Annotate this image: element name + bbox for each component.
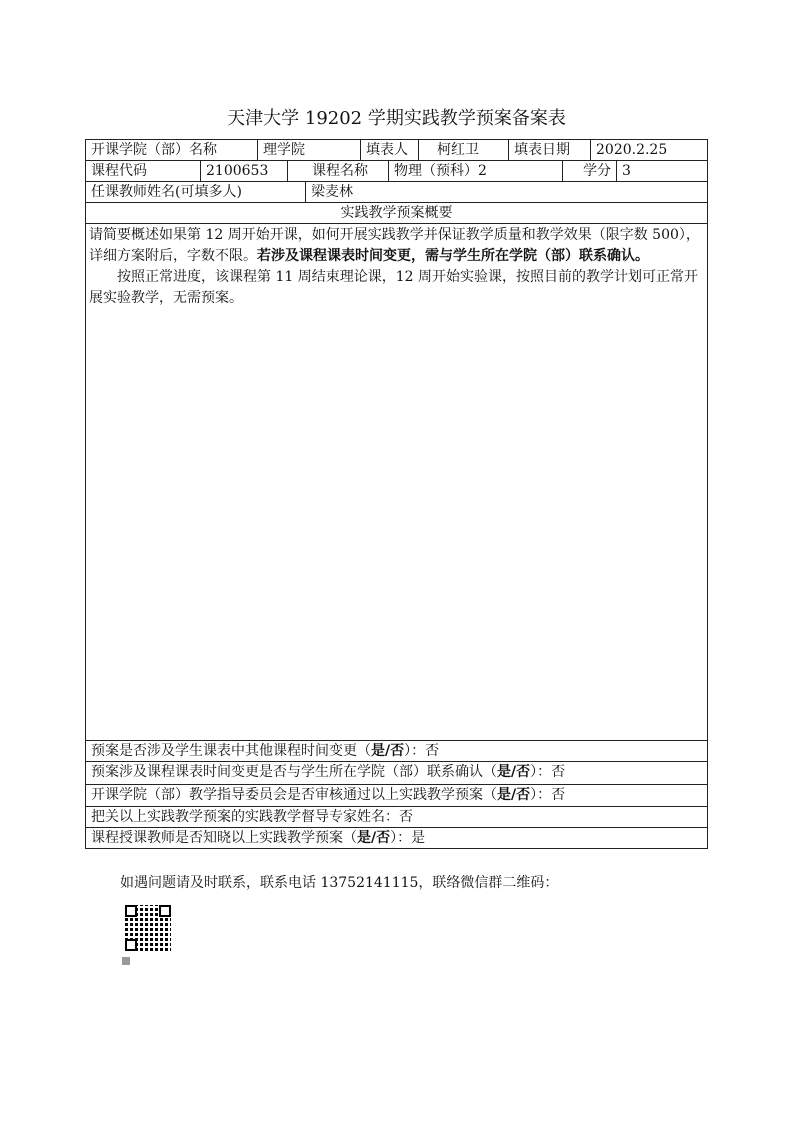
course-name-value: 物理（预科）2 — [388, 160, 563, 182]
section-header: 实践教学预案概要 — [85, 202, 708, 224]
college-label: 开课学院（部）名称 — [85, 139, 258, 161]
teacher-label: 任课教师姓名(可填多人) — [85, 181, 306, 203]
date-value: 2020.2.25 — [590, 139, 708, 161]
contact-text: 如遇问题请及时联系，联系电话 13752141115，联络微信群二维码： — [120, 875, 559, 891]
date-label: 填表日期 — [508, 139, 591, 161]
question-row: 把关以上实践教学预案的实践教学督导专家姓名：否 — [85, 806, 708, 828]
question-row: 课程授课教师是否知晓以上实践教学预案（是/否）：是 — [85, 827, 708, 849]
filler-value: 柯红卫 — [418, 139, 509, 161]
question-row: 预案是否涉及学生课表中其他课程时间变更（是/否）：否 — [85, 740, 708, 762]
plan-answer: 按照正常进度，该课程第 11 周结束理论课，12 周开始实验课，按照目前的教学计划可正常开展实验教学，无需预案。 — [89, 269, 698, 306]
course-code-label: 课程代码 — [85, 160, 201, 182]
thumbnail-icon — [122, 957, 130, 965]
teacher-value: 梁麦林 — [305, 181, 708, 203]
course-name-label: 课程名称 — [287, 160, 389, 182]
credit-value: 3 — [616, 160, 708, 182]
prompt-bold-text: 若涉及课程课表时间变更，需与学生所在学院（部）联系确认。 — [257, 248, 649, 264]
plan-summary-cell — [85, 223, 708, 741]
form-title: 天津大学 19202 学期实践教学预案备案表 — [227, 108, 566, 129]
filler-label: 填表人 — [360, 139, 419, 161]
question-row: 预案涉及课程课表时间变更是否与学生所在学院（部）联系确认（是/否）：否 — [85, 761, 708, 785]
prompt-text: 请简要概述如果第 12 周开始开课，如何开展实践教学并保证教学质量和教学效果（限字数 500），详细方案附后，字数不限。 — [89, 227, 700, 264]
college-value: 理学院 — [257, 139, 361, 161]
question-row: 开课学院（部）教学指导委员会是否审核通过以上实践教学预案（是/否）：否 — [85, 784, 708, 807]
course-code-value: 2100653 — [200, 160, 288, 182]
credit-label: 学分 — [562, 160, 617, 182]
